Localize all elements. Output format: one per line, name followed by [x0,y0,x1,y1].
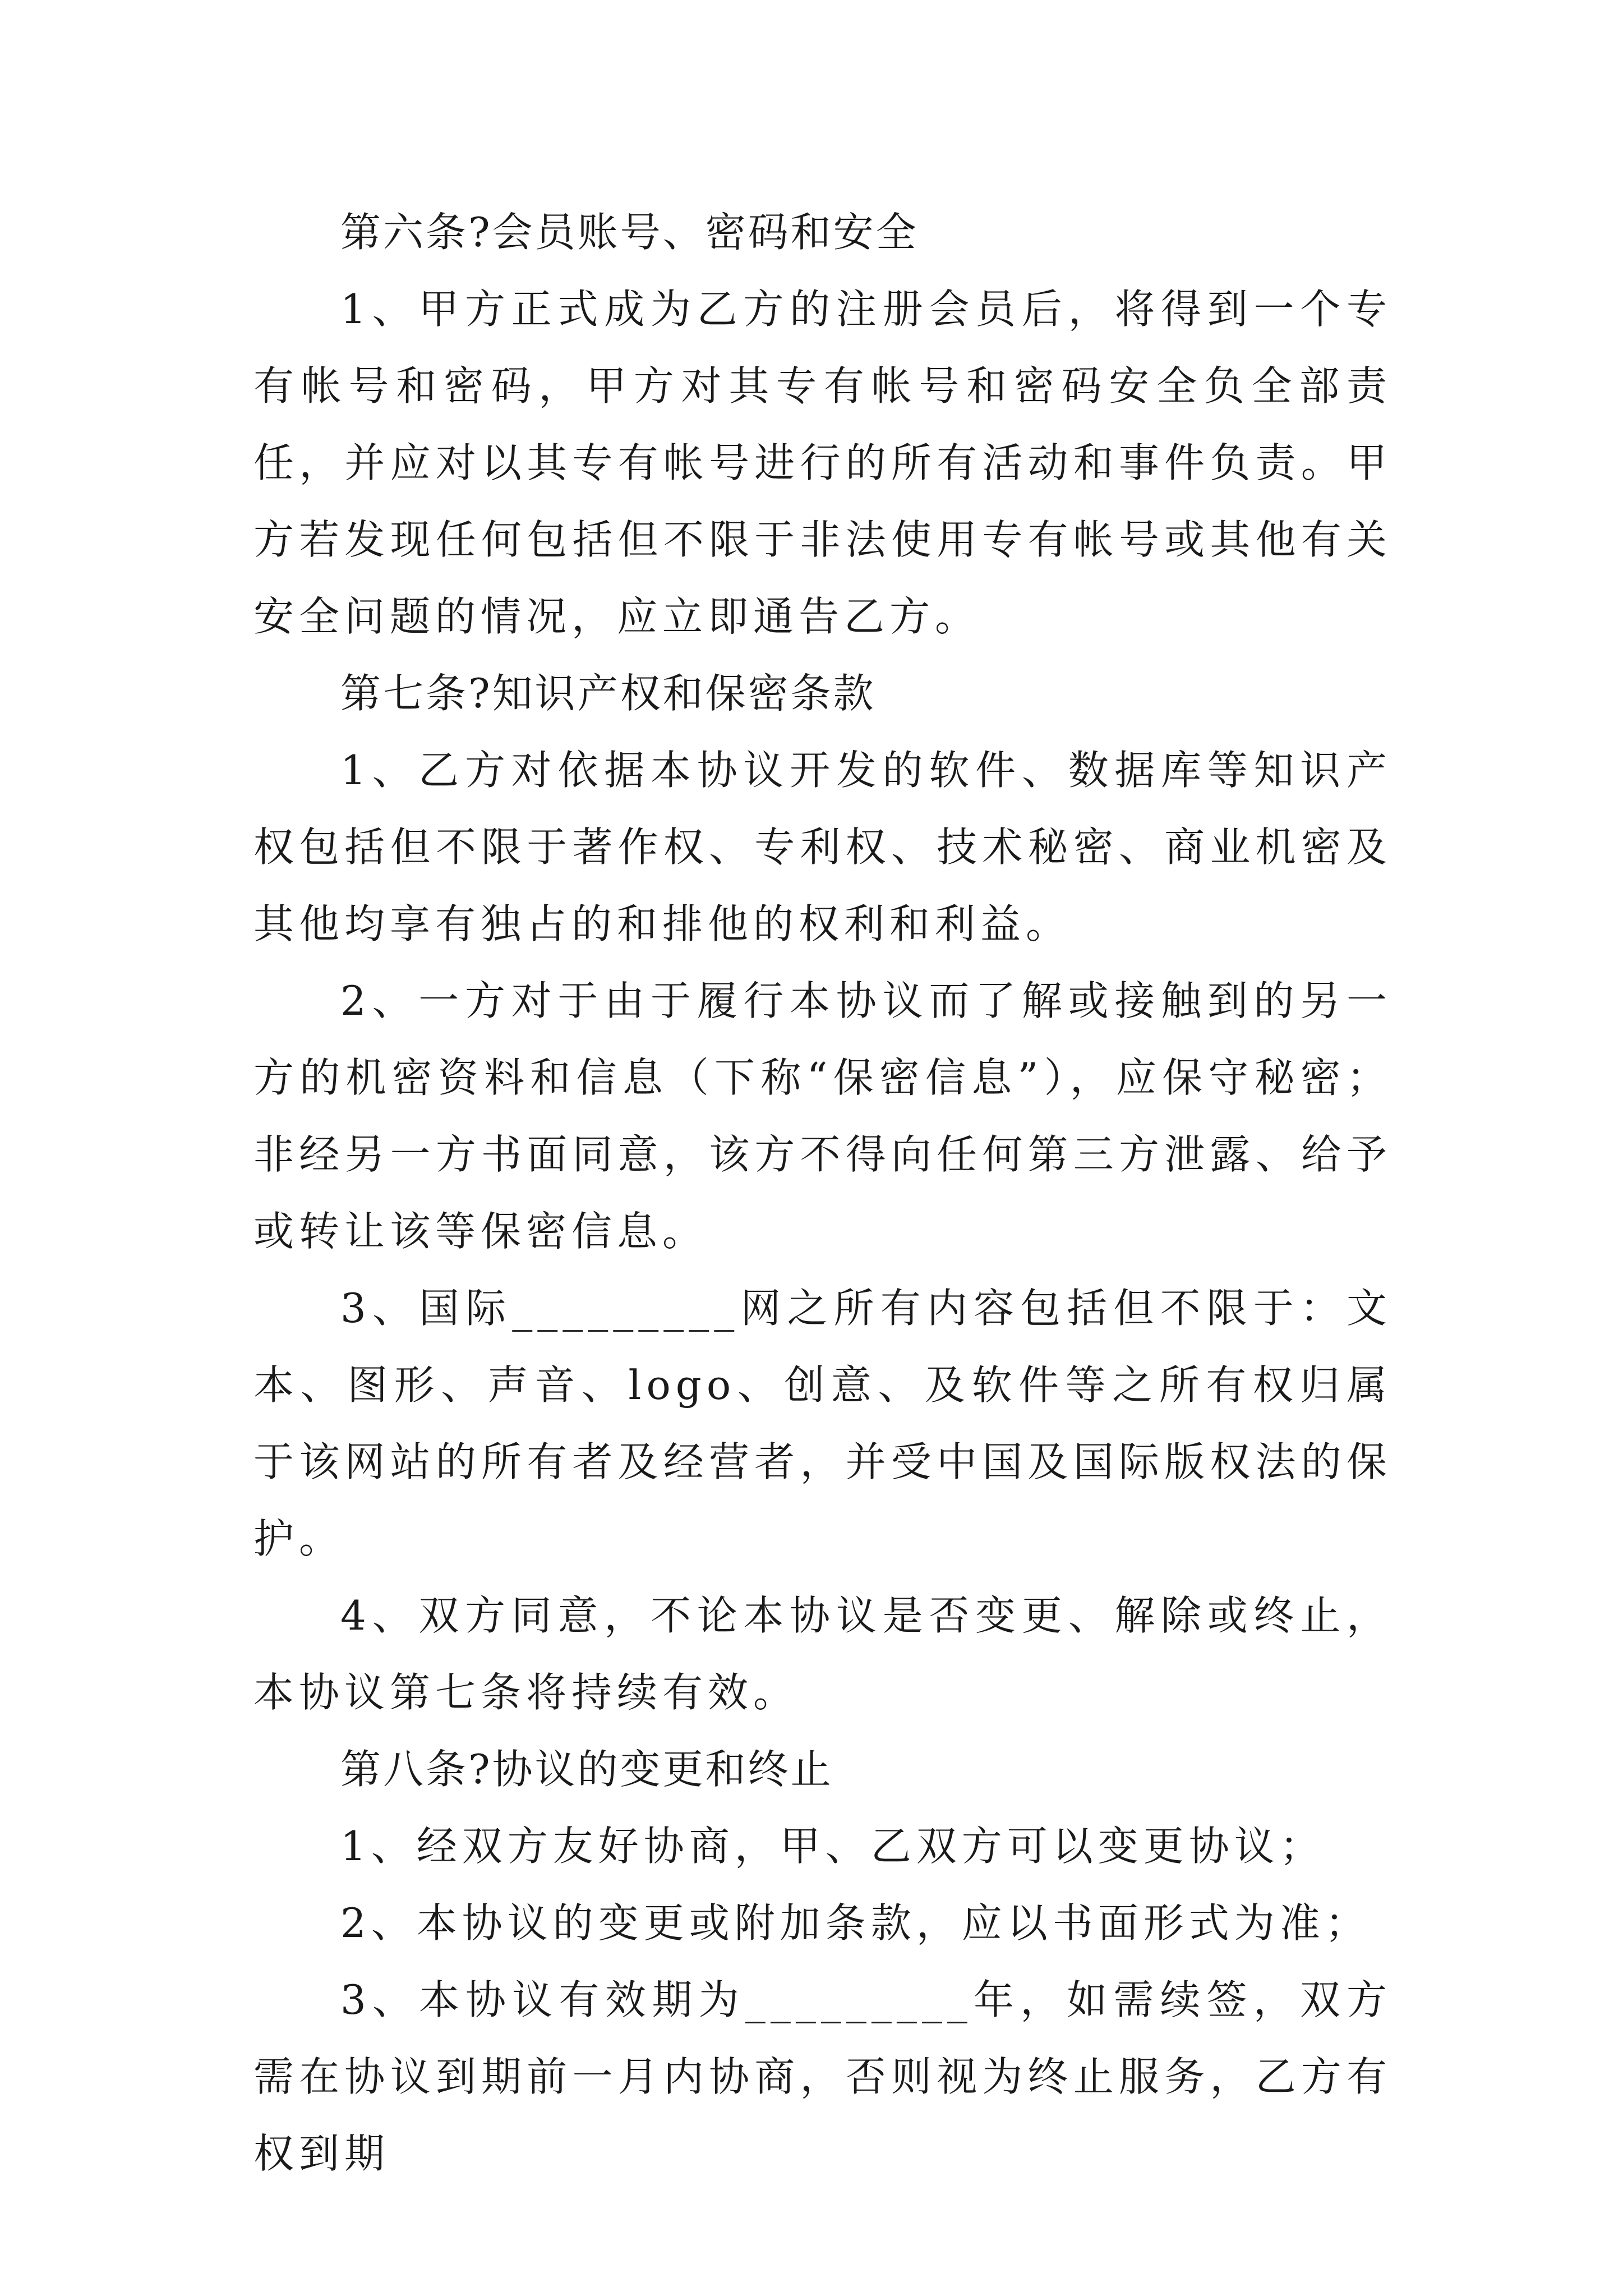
article-8-clause-1: 1、经双方友好协商，甲、乙双方可以变更协议； [340,1823,1325,1870]
article-8-heading: 第八条?协议的变更和终止 [340,1746,833,1793]
article-6-heading: 第六条?会员账号、密码和安全 [340,209,919,256]
article-7-clause-2: 2、一方对于由于履行本协议而了解或接触到的另一方的机密资料和信息（下称“保密信息”），应保守秘密；非经另一方书面同意，该方不得向任何第三方泄露、给予或转让该等保密信息。 [253,977,1392,1255]
document-page [253,194,1392,2192]
article-8-clause-2: 2、本协议的变更或附加条款，应以书面形式为准； [340,1899,1371,1947]
article-7-clause-3: 3、国际_________网之所有内容包括但不限于：文本、图形、声音、logo、创意、及软件等之所有权归属于该网站的所有者及经营者，并受中国及国际版权法的保护。 [253,1285,1392,1562]
article-7-clause-1: 1、乙方对依据本协议开发的软件、数据库等知识产权包括但不限于著作权、专利权、技术秘密、商业机密及其他均享有独占的和排他的权利和利益。 [253,747,1392,947]
article-7-clause-4: 4、双方同意，不论本协议是否变更、解除或终止，本协议第七条将持续有效。 [253,1592,1392,1716]
article-7-heading: 第七条?知识产权和保密条款 [340,670,876,717]
article-6-clause-1: 1、甲方正式成为乙方的注册会员后，将得到一个专有帐号和密码，甲方对其专有帐号和密码安全负全部责任，并应对以其专有帐号进行的所有活动和事件负责。甲方若发现任何包括但不限于非法使用专有帐号或其他有关安全问题的情况，应立即通告乙方。 [253,286,1392,640]
article-8-clause-3: 3、本协议有效期为_________年，如需续签，双方需在协议到期前一月内协商，否则视为终止服务，乙方有权到期 [253,1976,1392,2177]
